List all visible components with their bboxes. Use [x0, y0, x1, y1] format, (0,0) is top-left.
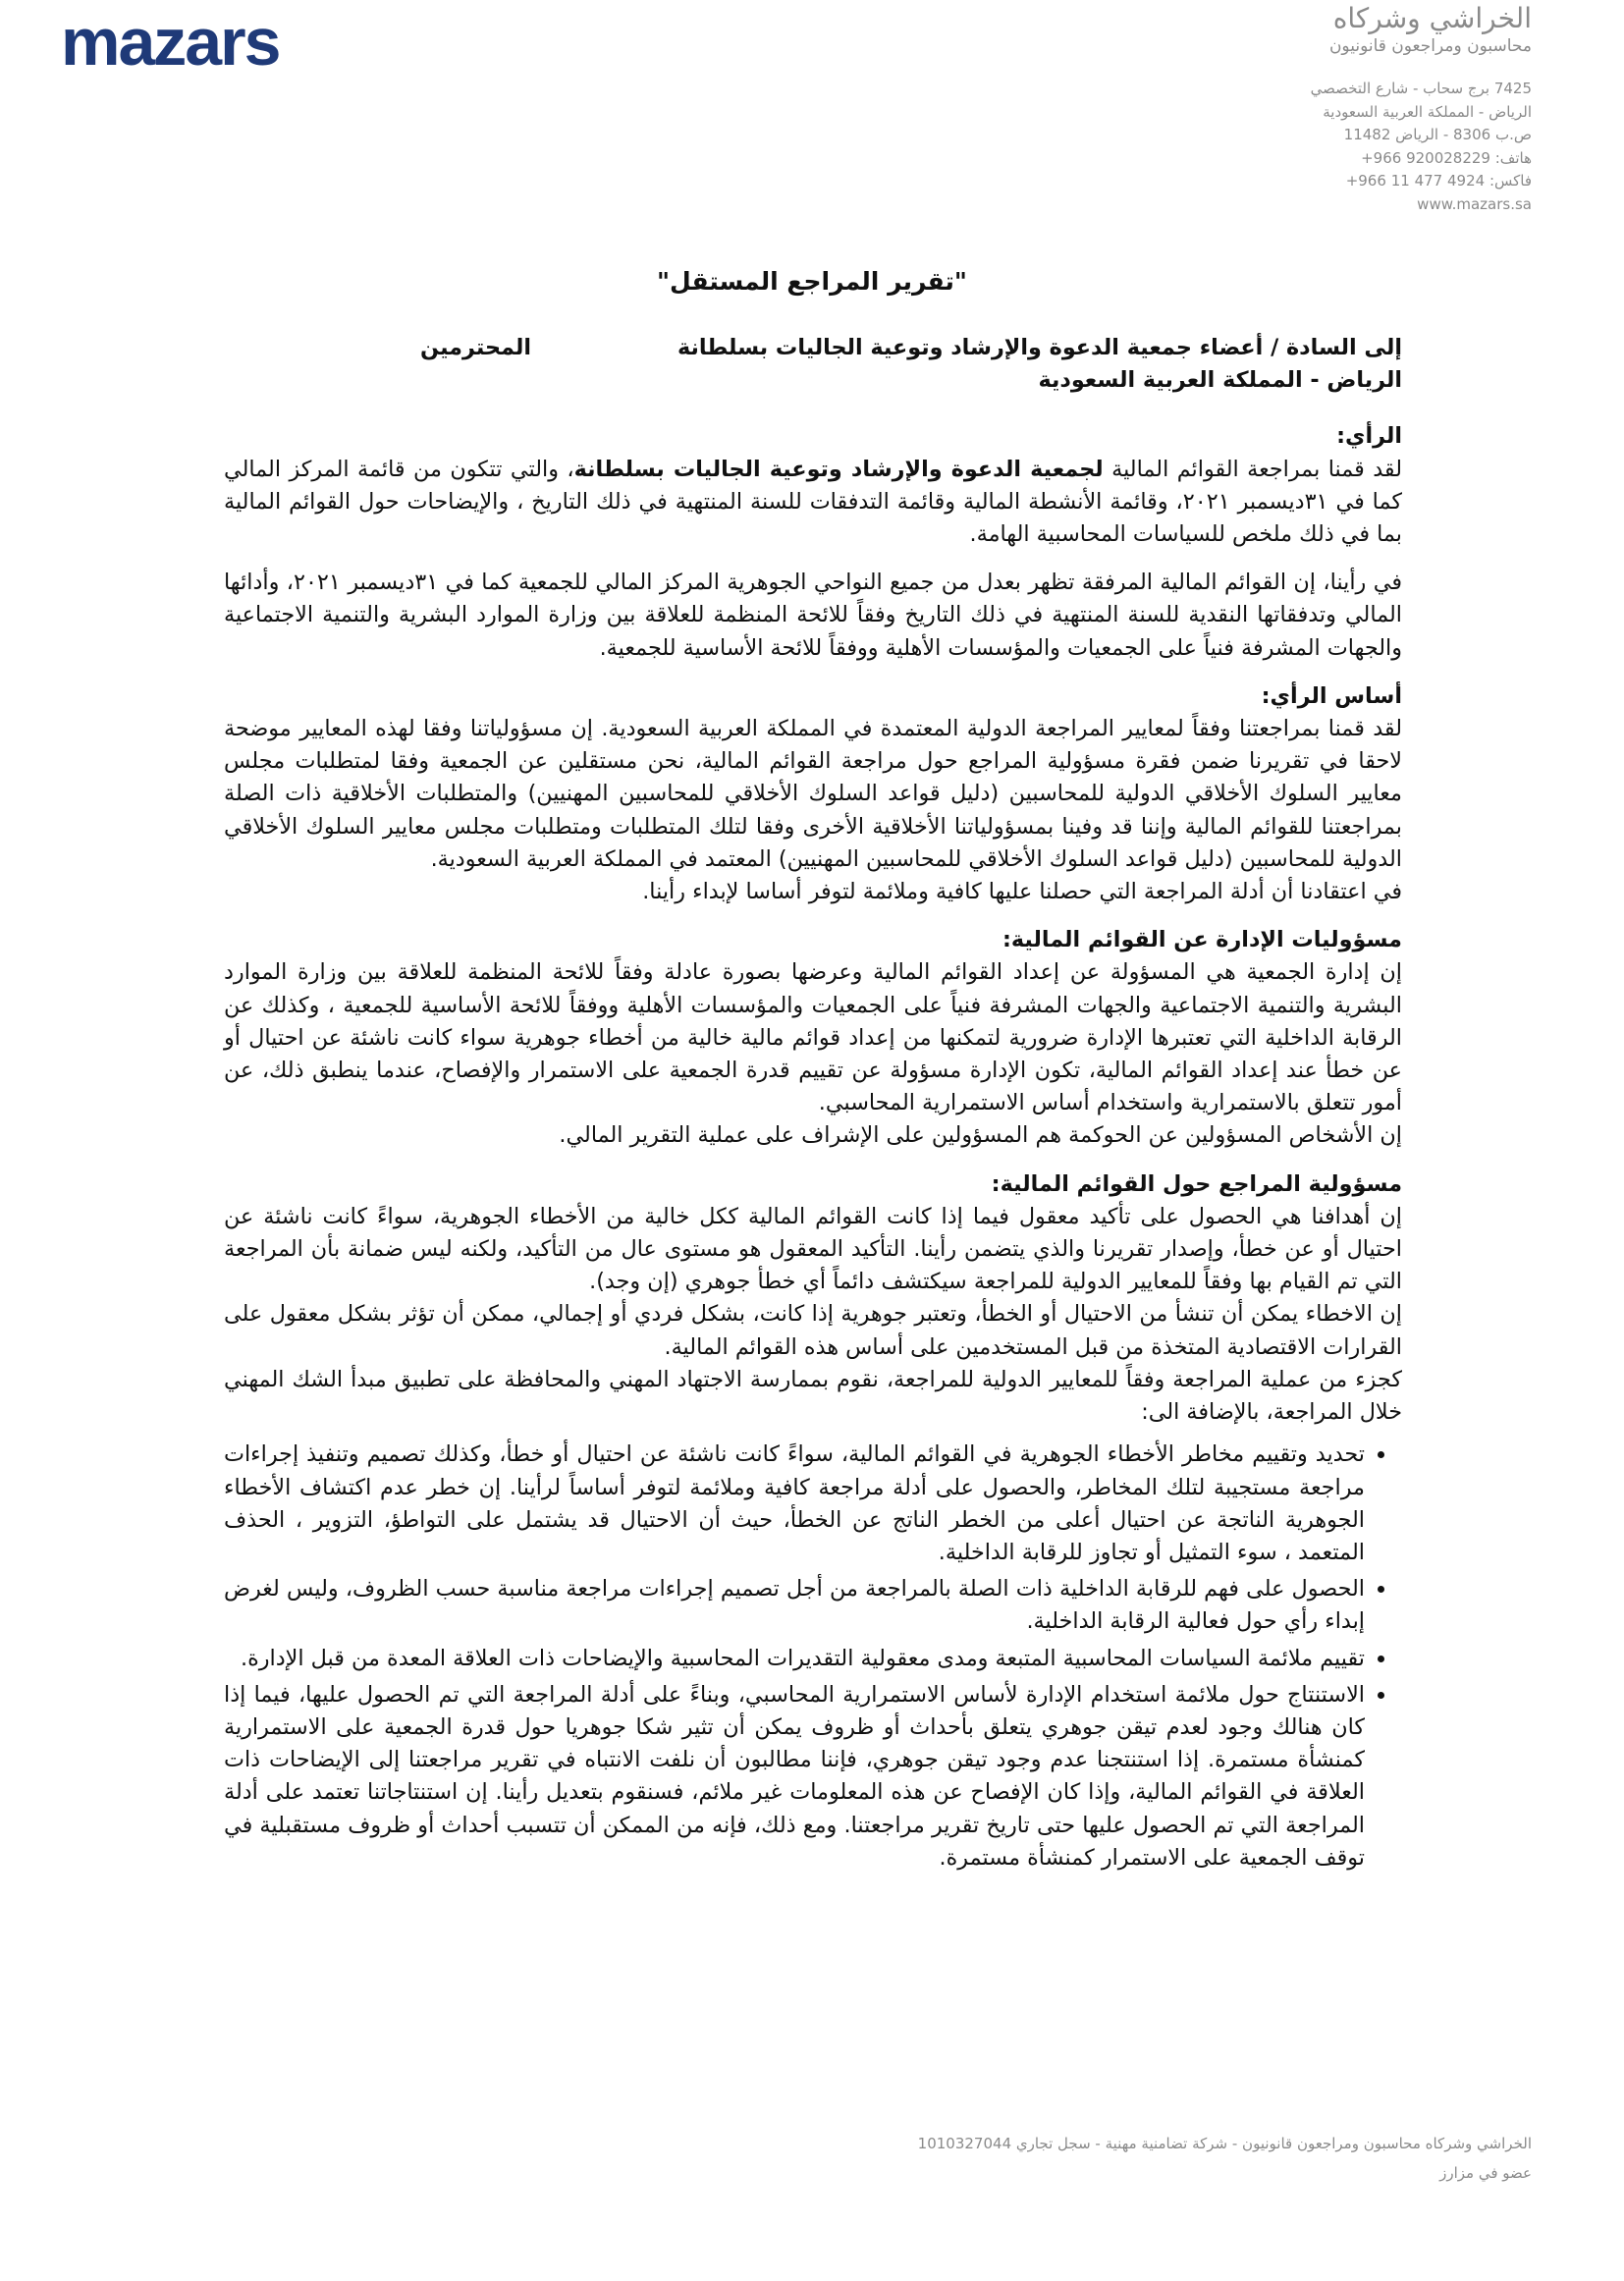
addressee-line: إلى السادة / أعضاء جمعية الدعوة والإرشاد وتوعية الجاليات بسلطانة	[677, 335, 1402, 360]
auditor-heading: مسؤولية المراجع حول القوائم المالية:	[991, 1170, 1402, 1197]
footer-registration: الخراشي وشركاه محاسبون ومراجعون قانونيون - شركة تضامنية مهنية - سجل تجاري 1010327044	[917, 2135, 1532, 2152]
management-heading: مسؤوليات الإدارة عن القوائم المالية:	[1001, 927, 1402, 953]
firm-subtitle: محاسبون ومراجعون قانونيون	[1328, 36, 1532, 56]
opinion-paragraph-2: في رأينا، إن القوائم المالية المرفقة تظهر بعدل من جميع النواحي الجوهرية المركز المالي للجمعية كما في ٣١ديسمبر ٢٠٢١، وأدائها المالي وتدفقاتها النقدية للسنة المنتهية في ذلك التاريخ وفقاً للائحة المنظمة للعلاقة بين وزارة الموارد البشرية والتنمية الاجتماعية والجهات المشرفة فنياً على الجمعيات والمؤسسات الأهلية ووفقاً للائحة الأساسية للجمعية.	[224, 570, 1402, 661]
list-item: • الاستنتاج حول ملائمة استخدام الإدارة لأساس الاستمرارية المحاسبي، وبناءً على أدلة المراجعة التي تم الحصول عليها، فيما إذا كان هنالك وجود لعدم تيقن جوهري يتعلق بأحداث أو ظروف يمكن أن تثير شكا جوهريا حول قدرة الجمعية على الاستمرارية كمنشأة مستمرة. إذا استنتجنا عدم وجود تيقن جوهري، فإننا مطالبون أن نلفت الانتباه في تقرير مراجعتنا إلى الإيضاحات ذات العلاقة في القوائم المالية، وإذا كان الإفصاح عن هذه المعلومات غير ملائم، فسنقوم بتعديل رأينا. إن استنتاجاتنا تعتمد على أدلة المراجعة التي تم الحصول عليها حتى تاريخ تقرير مراجعتنا. ومع ذلك، فإنه من الممكن أن تتسبب أحداث أو ظروف مستقبلية في توقف الجمعية على الاستمرار كمنشأة مستمرة.	[224, 1679, 1365, 1874]
management-paragraph: إن إدارة الجمعية هي المسؤولة عن إعداد القوائم المالية وعرضها بصورة عادلة وفقاً للائحة المنظمة للعلاقة بين وزارة الموارد البشرية والتنمية الاجتماعية والجهات المشرفة فنياً على الجمعيات والمؤسسات الأهلية ووفقاً للائحة الأساسية للجمعية ، وكذلك عن الرقابة الداخلية التي تعتبرها الإدارة ضرورية لتمكنها من إعداد قوائم مالية خالية من أخطاء جوهرية سواء كانت ناشئة عن احتيال أو عن خطأ عند إعداد القوائم المالية، تكون الإدارة مسؤولة عن تقييم قدرة الجمعية على الاستمرار والإفصاح، عندما ينطبق ذلك، عن أمور تتعلق بالاستمرارية واستخدام أساس الاستمرارية المحاسبي.	[224, 959, 1402, 1116]
list-item: • تقييم ملائمة السياسات المحاسبية المتبعة ومدى معقولية التقديرات المحاسبية والإيضاحات ذات العلاقة المعدة من قبل الإدارة.	[224, 1643, 1365, 1675]
list-item: • الحصول على فهم للرقابة الداخلية ذات الصلة بالمراجعة من أجل تصميم إجراءات مراجعة مناسبة حسب الظروف، وليس لغرض إبداء رأي حول فعالية الرقابة الداخلية.	[224, 1573, 1365, 1638]
address-line: الرياض - المملكة العربية السعودية	[1323, 102, 1532, 121]
list-item: • تحديد وتقييم مخاطر الأخطاء الجوهرية في القوائم المالية، سواءً كانت ناشئة عن احتيال أو خطأ، وكذلك تصميم وتنفيذ إجراءات مراجعة مستجيبة لتلك المخاطر، والحصول على أدلة مراجعة كافية وملائمة لتوفر أساساً لرأينا. إن خطر عدم اكتشاف الأخطاء الجوهرية الناتجة عن احتيال أعلى من الخطر الناتج عن الخطأ، حيث أن الاحتيال قد يشتمل على التواطؤ، التزوير ، الحذف المتعمد ، سوء التمثيل أو تجاوز للرقابة الداخلية.	[224, 1439, 1365, 1569]
website-link[interactable]: www.mazars.sa	[1417, 194, 1532, 213]
opinion-text-end: ، والتي تتكون من قائمة المركز المالي كما في ٣١ديسمبر ٢٠٢١، وقائمة الأنشطة المالية وقائمة التدفقات للسنة المنتهية في ذلك التاريخ ، والإيضاحات حول القوائم المالية بما في ذلك ملخص للسياسات المحاسبية الهامة.	[224, 456, 1402, 548]
auditor-paragraph-3: كجزء من عملية المراجعة وفقاً للمعايير الدولية للمراجعة، نقوم بممارسة الاجتهاد المهني والمحافظة على تطبيق مبدأ الشك المهني خلال المراجعة، بالإضافة الى:	[224, 1366, 1402, 1426]
firm-name: الخراشي وشركاه	[1332, 2, 1532, 34]
addressee-respect: المحترمين	[420, 335, 531, 360]
mazars-logo: mazars	[61, 5, 280, 80]
addressee-location: الرياض - المملكة العربية السعودية	[1038, 367, 1402, 394]
fax-line: فاكس: 4924 477 11 966+	[1345, 172, 1532, 190]
addressee-block	[224, 332, 1402, 397]
auditor-procedures-list	[224, 1439, 1402, 1874]
auditor-paragraph-2: إن الاخطاء يمكن أن تنشأ من الاحتيال أو الخطأ، وتعتبر جوهرية إذا كانت، بشكل فردي أو إجمالي، ممكن أن تؤثر بشكل معقول على القرارات الاقتصادية المتخذة من قبل المستخدمين على أساس هذه القوائم المالية.	[224, 1301, 1402, 1360]
association-name: لجمعية الدعوة والإرشاد وتوعية الجاليات بسلطانة	[573, 456, 1104, 482]
basis-paragraph: لقد قمنا بمراجعتنا وفقاً لمعايير المراجعة الدولية المعتمدة في المملكة العربية السعودية. إن مسؤولياتنا وفقا لهذه المعايير موضحة لاحقا في تقريرنا ضمن فقرة مسؤولية المراجع حول مراجعة القوائم المالية، نحن مستقلين عن الجمعية وفقا لمتطلبات مجلس معايير السلوك الأخلاقي الدولية للمحاسبين (دليل قواعد السلوك الأخلاقي للمحاسبين المهنيين) والمتطلبات الأخلاقية ذات الصلة بمراجعتنا للقوائم المالية وإننا قد وفينا بمسؤولياتنا الأخلاقية الأخرى وفقا لتلك المتطلبات ومتطلبات مجلس معايير السلوك الأخلاقي الدولية للمحاسبين (دليل قواعد السلوك الأخلاقي للمحاسبين المهنيين) المعتمد في المملكة العربية السعودية.	[224, 716, 1402, 872]
address-line: ص.ب 8306 - الرياض 11482	[1343, 126, 1532, 143]
firm-letterhead	[982, 2, 1532, 216]
management-paragraph-2: إن الأشخاص المسؤولين عن الحوكمة هم المسؤولين على الإشراف على عملية التقرير المالي.	[559, 1122, 1402, 1149]
basis-paragraph-2: في اعتقادنا أن أدلة المراجعة التي حصلنا عليها كافية وملائمة لتوفر أساسا لإبداء رأينا.	[642, 879, 1402, 905]
opinion-heading: الرأي:	[1336, 423, 1402, 450]
footer-membership: عضو في مزارز	[1439, 2164, 1532, 2182]
auditor-paragraph: إن أهدافنا هي الحصول على تأكيد معقول فيما إذا كانت القوائم المالية ككل خالية من الأخطاء الجوهرية، سواءً كانت ناشئة عن احتيال أو عن خطأ، وإصدار تقريرنا والذي يتضمن رأينا. التأكيد المعقول هو مستوى عال من التأكيد، ولكنه ليس ضمانة بأن المراجعة التي تم القيام بها وفقاً للمعايير الدولية للمراجعة سيكتشف دائماً أي خطأ جوهري (إن وجد).	[224, 1203, 1402, 1295]
report-title: "تقرير المراجع المستقل"	[657, 267, 967, 296]
report-body	[224, 332, 1402, 1878]
page-footer	[746, 2129, 1532, 2188]
opinion-paragraph	[224, 454, 1402, 552]
basis-heading: أساس الرأي:	[1261, 682, 1402, 709]
phone-line: هاتف: 920028229 966+	[1361, 148, 1532, 167]
opinion-text-start: لقد قمنا بمراجعة القوائم المالية	[1103, 456, 1403, 482]
address-line: 7425 برج سحاب - شارع التخصصي	[1310, 80, 1532, 97]
